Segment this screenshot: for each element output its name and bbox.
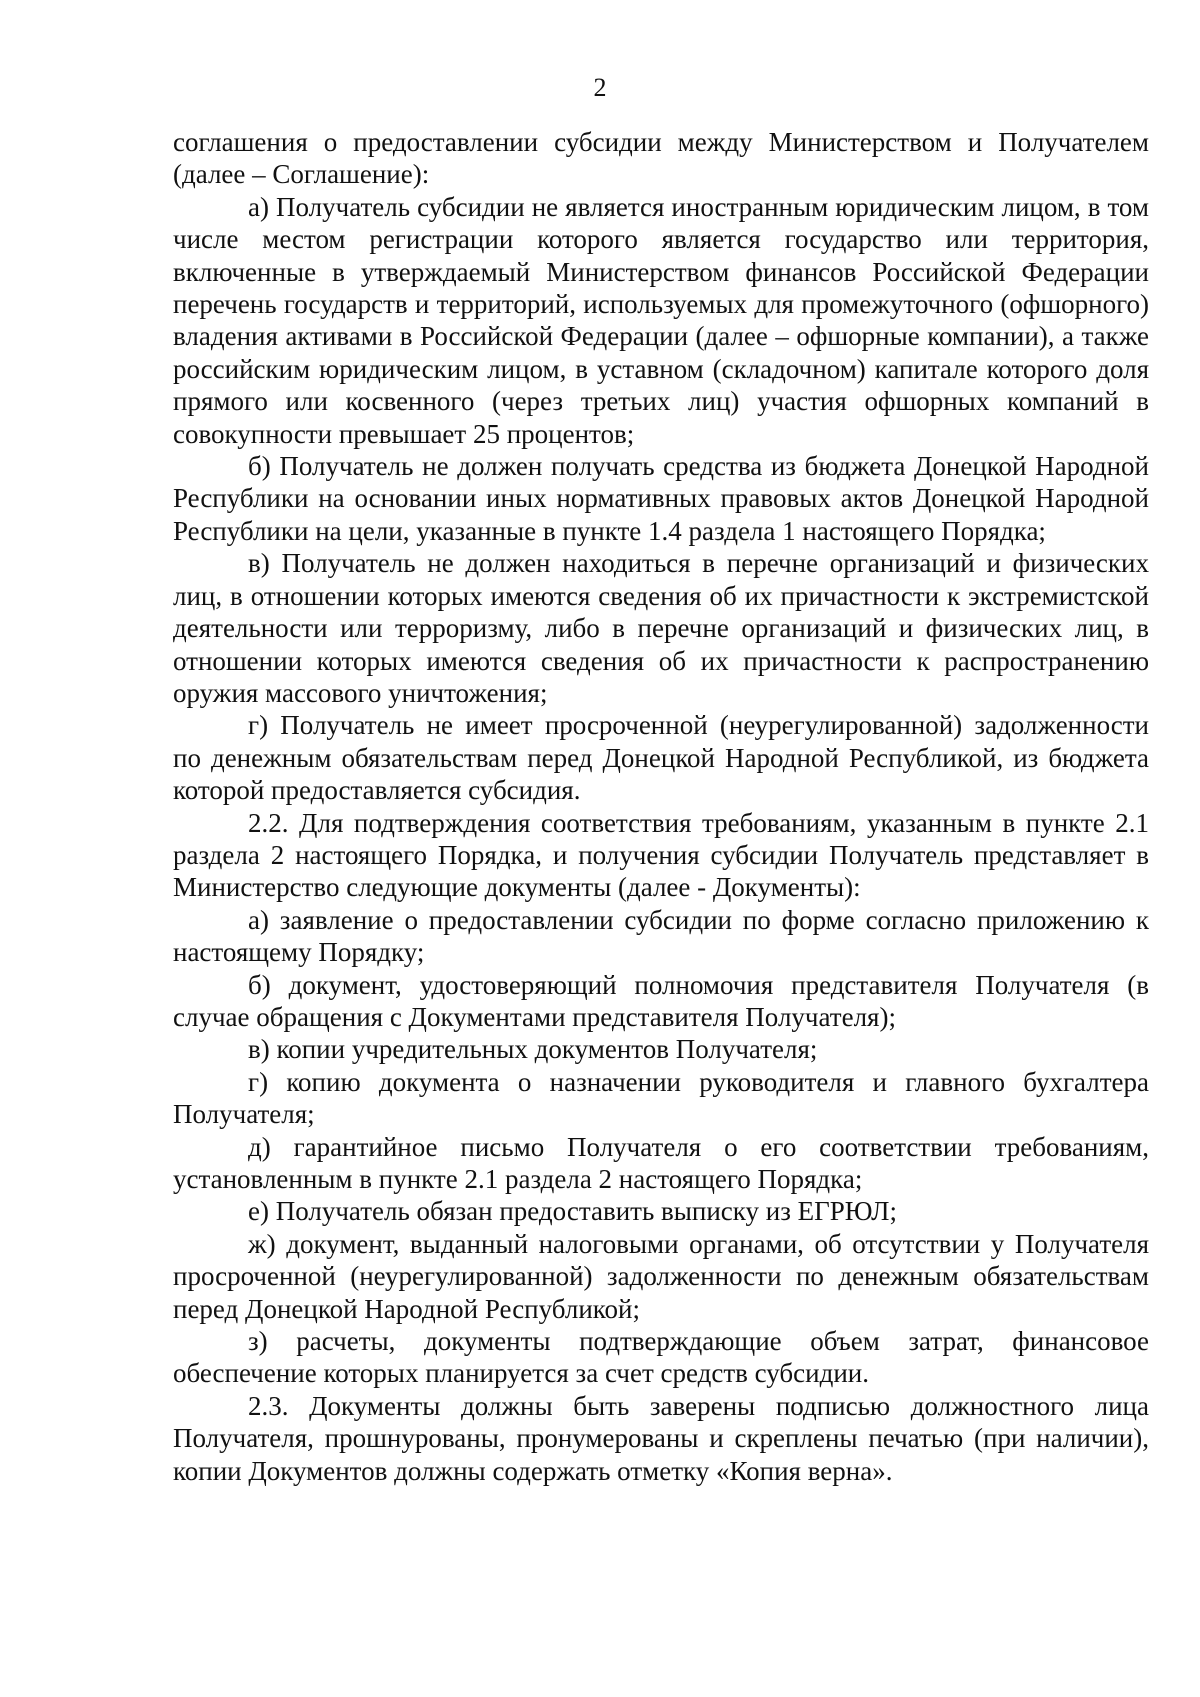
paragraph-doc-z: з) расчеты, документы подтверждающие объем затрат, финансовое обеспечение которых планируется за счет средств субсидии.	[173, 1326, 1149, 1389]
paragraph-doc-g: г) копию документа о назначении руководителя и главного бухгалтера Получателя;	[173, 1066, 1149, 1130]
paragraph-doc-zh: ж) документ, выданный налоговыми органами, об отсутствии у Получателя просроченной (неурегулированной) задолженности по денежным обязательствам перед Донецкой Народной Республикой;	[173, 1228, 1149, 1324]
paragraph-item-v: в) Получатель не должен находиться в перечне организаций и физических лиц, в отношении которых имеются сведения об их причастности к экстремистской деятельности или терроризму, либо в перечне организаций и физических лиц, в отношении которых имеются сведения об их причастности к распространению оружия массового уничтожения;	[173, 548, 1149, 708]
paragraph-2-3: 2.3. Документы должны быть заверены подписью должностного лица Получателя, прошнурованы, пронумерованы и скреплены печатью (при наличии), копии Документов должны содержать отметку «Копия верна».	[173, 1390, 1149, 1486]
document-body	[173, 126, 1149, 1487]
page-number: 2	[593, 73, 607, 102]
paragraph-doc-b: б) документ, удостоверяющий полномочия представителя Получателя (в случае обращения с Документами представителя Получателя);	[173, 969, 1149, 1032]
paragraph-item-g: г) Получатель не имеет просроченной (неурегулированной) задолженности по денежным обязательствам перед Донецкой Народной Республикой, из бюджета которой предоставляется субсидия.	[173, 710, 1149, 806]
paragraph-doc-a: а) заявление о предоставлении субсидии по форме согласно приложению к настоящему Порядку;	[173, 904, 1149, 968]
paragraph-item-b: б) Получатель не должен получать средства из бюджета Донецкой Народной Республики на основании иных нормативных правовых актов Донецкой Народной Республики на цели, указанные в пункте 1.4 раздела 1 настоящего Порядка;	[173, 451, 1149, 546]
paragraph-continuation: соглашения о предоставлении субсидии между Министерством и Получателем (далее – Соглашение):	[173, 127, 1149, 190]
paragraph-doc-d: д) гарантийное письмо Получателя о его соответствии требованиям, установленным в пункте 2.1 раздела 2 настоящего Порядка;	[173, 1131, 1149, 1194]
paragraph-doc-v: в) копии учредительных документов Получателя;	[248, 1034, 818, 1065]
paragraph-doc-e: е) Получатель обязан предоставить выписку из ЕГРЮЛ;	[248, 1196, 897, 1227]
paragraph-item-a: а) Получатель субсидии не является иностранным юридическим лицом, в том числе местом регистрации которого является государство или территория, включенные в утверждаемый Министерством финансов Российской Федерации перечень государств и территорий, используемых для промежуточного (офшорного) владения активами в Российской Федерации (далее – офшорные компании), а также российским юридическим лицом, в уставном (складочном) капитале которого доля прямого или косвенного (через третьих лиц) участия офшорных компаний в совокупности превышает 25 процентов;	[173, 191, 1149, 449]
paragraph-2-2: 2.2. Для подтверждения соответствия требованиям, указанным в пункте 2.1 раздела 2 настоящего Порядка, и получения субсидии Получатель представляет в Министерство следующие документы (далее - Документы):	[173, 807, 1149, 903]
